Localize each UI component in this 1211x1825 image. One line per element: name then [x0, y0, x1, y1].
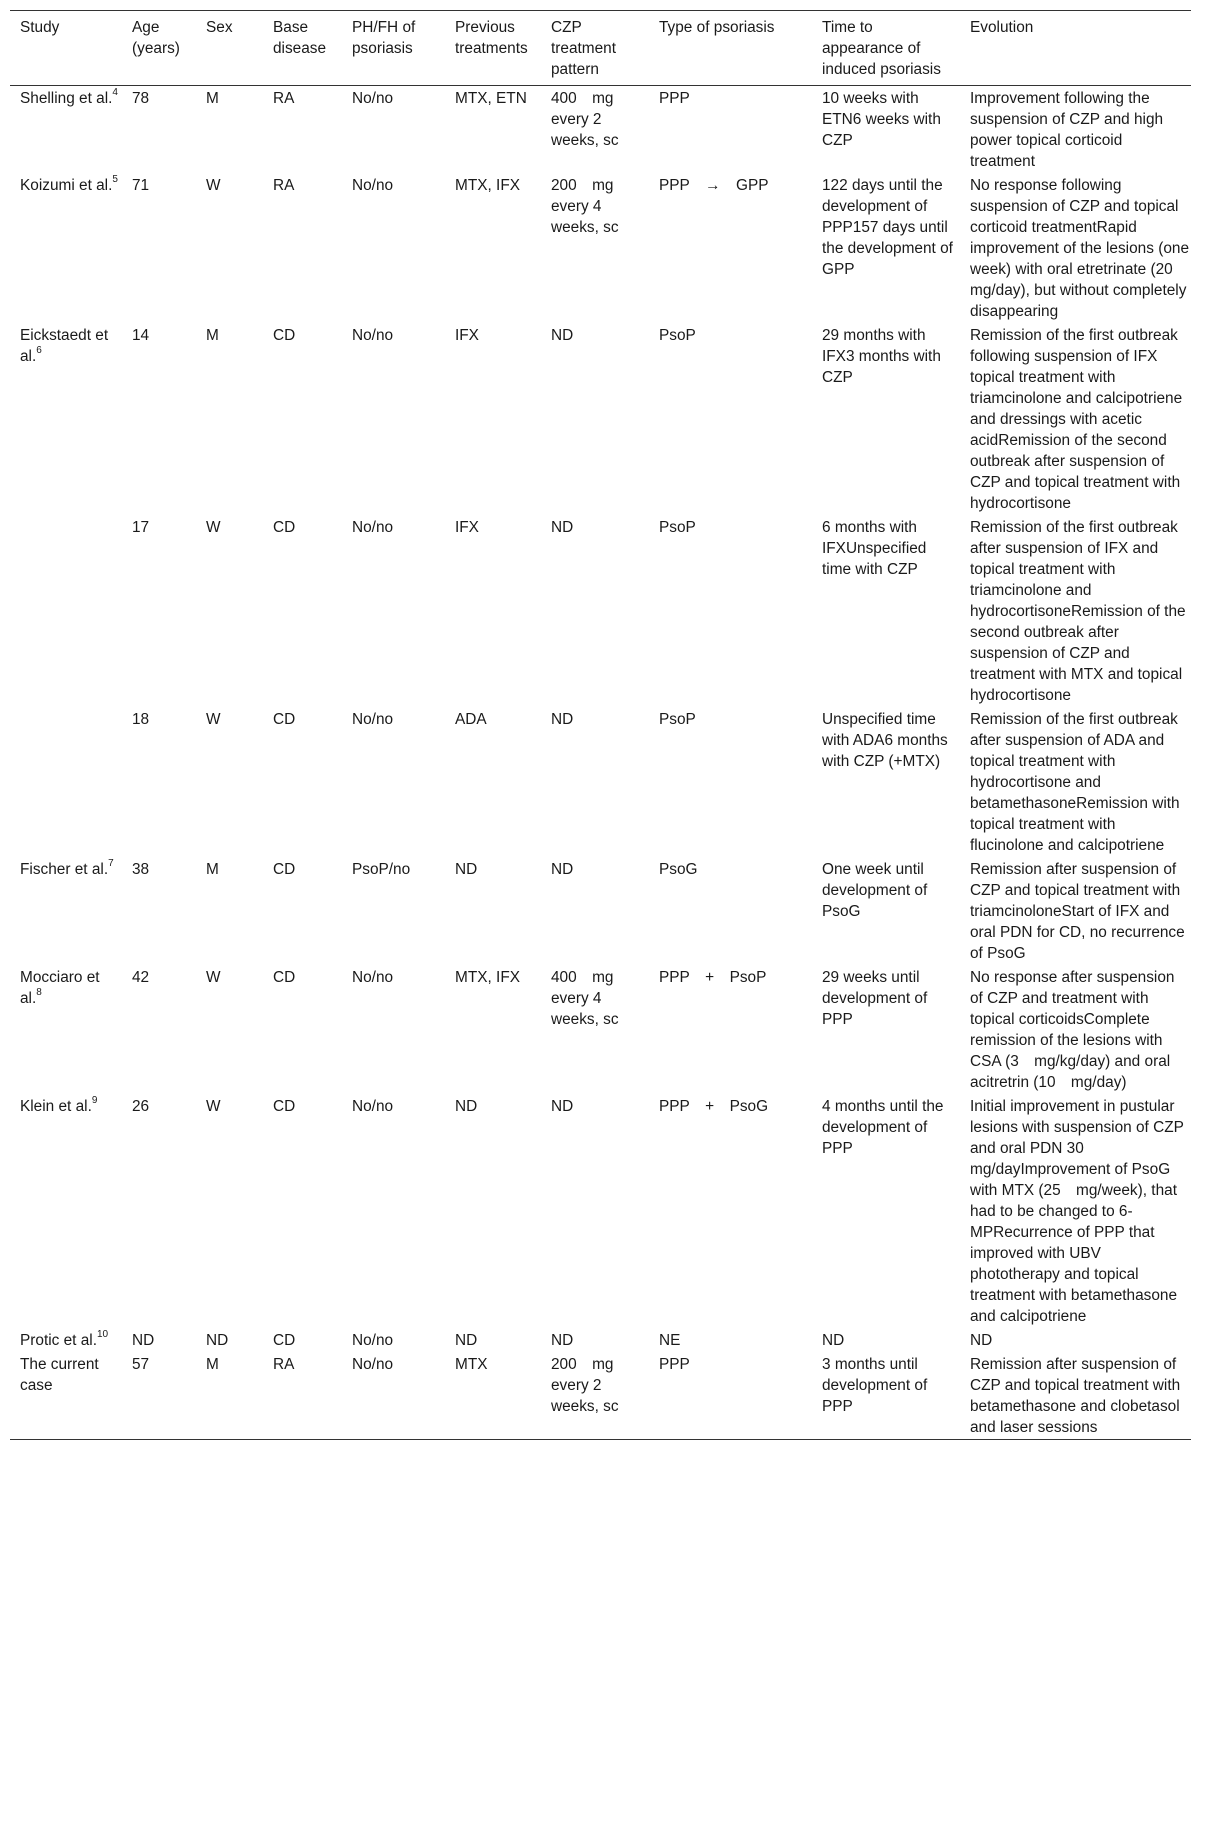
header-evolution: Evolution	[970, 19, 1034, 36]
cell-study	[10, 857, 122, 965]
cell-study	[10, 707, 122, 857]
table-row	[10, 965, 1191, 1094]
cell-study	[10, 1328, 122, 1352]
cell-psoriasis-type-text: PPP	[659, 1356, 690, 1373]
cell-previous-treatments-text: IFX	[455, 327, 479, 344]
cell-age-text: 26	[132, 1098, 150, 1115]
cell-ph-fh	[342, 965, 445, 1094]
cell-evolution-text: Remission after suspension of CZP and topical treatment with betamethasone and clobetasol and laser sessions	[970, 1356, 1181, 1436]
cell-age	[122, 323, 196, 515]
cell-previous-treatments	[445, 1328, 541, 1352]
cell-psoriasis-type	[649, 707, 812, 857]
cell-czp-pattern	[541, 965, 649, 1094]
cell-study	[10, 173, 122, 323]
cell-study	[10, 1094, 122, 1328]
cell-psoriasis-type	[649, 1352, 812, 1440]
cell-psoriasis-type-text: PsoP	[659, 327, 696, 344]
cell-time-to-appearance-text: ND	[822, 1332, 845, 1349]
cell-age-text: 17	[132, 519, 150, 536]
cell-time-to-appearance-text: 29 weeks until development of PPP	[822, 969, 928, 1028]
cell-time-to-appearance-text: 4 months until the development of PPP	[822, 1098, 944, 1157]
cell-previous-treatments-text: ND	[455, 1098, 478, 1115]
cell-time-to-appearance	[812, 1352, 960, 1440]
table-row	[10, 86, 1191, 174]
cell-psoriasis-type	[649, 515, 812, 707]
cell-ph-fh-text: No/no	[352, 1332, 394, 1349]
cell-age	[122, 86, 196, 174]
cell-previous-treatments	[445, 323, 541, 515]
cell-study-text: Fischer et al.	[20, 861, 109, 878]
cell-previous-treatments-text: ND	[455, 1332, 478, 1349]
cell-time-to-appearance	[812, 1328, 960, 1352]
cell-time-to-appearance-text: 122 days until the development of PPP157 days until the development of GPP	[822, 177, 953, 278]
cell-ph-fh	[342, 707, 445, 857]
cell-time-to-appearance	[812, 857, 960, 965]
cell-evolution-text: ND	[970, 1332, 993, 1349]
table-row	[10, 857, 1191, 965]
cell-base-disease-text: RA	[273, 90, 295, 107]
cell-evolution	[960, 707, 1191, 857]
cell-psoriasis-type	[649, 1094, 812, 1328]
cell-czp-pattern	[541, 1094, 649, 1328]
cell-psoriasis-type	[649, 323, 812, 515]
cell-previous-treatments	[445, 173, 541, 323]
cell-time-to-appearance	[812, 965, 960, 1094]
reference-number: 10	[96, 1328, 109, 1340]
cell-previous-treatments-text: MTX	[455, 1356, 488, 1373]
cell-study	[10, 965, 122, 1094]
cell-study-text: Klein et al.	[20, 1098, 92, 1115]
cell-czp-pattern	[541, 86, 649, 174]
cell-psoriasis-type-text: NE	[659, 1332, 681, 1349]
cell-previous-treatments	[445, 857, 541, 965]
cell-sex-text: W	[206, 177, 221, 194]
cell-base-disease-text: CD	[273, 327, 296, 344]
cell-age	[122, 965, 196, 1094]
cell-psoriasis-type	[649, 1328, 812, 1352]
cell-previous-treatments	[445, 965, 541, 1094]
cell-psoriasis-type	[649, 86, 812, 174]
cell-base-disease-text: RA	[273, 1356, 295, 1373]
header-study: Study	[20, 19, 60, 36]
cell-age	[122, 1094, 196, 1328]
cell-czp-pattern-text: 200 mg every 2 weeks, sc	[551, 1356, 619, 1415]
cell-ph-fh-text: No/no	[352, 177, 394, 194]
cell-czp-pattern-text: ND	[551, 1332, 574, 1349]
cell-base-disease	[263, 707, 342, 857]
reference-number: 7	[108, 857, 114, 869]
cell-czp-pattern	[541, 323, 649, 515]
cell-base-disease	[263, 857, 342, 965]
cell-czp-pattern	[541, 1352, 649, 1440]
cell-psoriasis-type	[649, 173, 812, 323]
reference-number: 9	[91, 1094, 98, 1106]
cell-sex	[196, 515, 263, 707]
cell-ph-fh	[342, 86, 445, 174]
cell-czp-pattern	[541, 707, 649, 857]
cell-sex-text: W	[206, 519, 221, 536]
cell-evolution	[960, 1352, 1191, 1440]
cell-sex-text: M	[206, 861, 219, 878]
cell-evolution	[960, 1094, 1191, 1328]
cell-evolution-text: No response following suspension of CZP and topical corticoid treatmentRapid improvement of the lesions (one week) with oral etretrinate (20 mg/day), but without completely disappearing	[970, 177, 1190, 320]
cell-sex	[196, 857, 263, 965]
cell-sex	[196, 1328, 263, 1352]
cell-evolution	[960, 86, 1191, 174]
cell-age	[122, 857, 196, 965]
cell-previous-treatments	[445, 707, 541, 857]
cell-sex-text: M	[206, 90, 219, 107]
cell-time-to-appearance-text: 6 months with IFXUnspecified time with CZP	[822, 519, 927, 578]
cell-sex-text: W	[206, 1098, 221, 1115]
cell-previous-treatments	[445, 1352, 541, 1440]
cell-age	[122, 707, 196, 857]
cell-age	[122, 515, 196, 707]
cell-base-disease	[263, 1352, 342, 1440]
header-base-disease: Base disease	[273, 19, 327, 57]
cell-age-text: 38	[132, 861, 150, 878]
cell-sex-text: M	[206, 327, 219, 344]
cell-ph-fh-text: No/no	[352, 90, 394, 107]
cell-evolution-text: Improvement following the suspension of CZP and high power topical corticoid treatment	[970, 90, 1164, 170]
cell-evolution	[960, 857, 1191, 965]
header-psoriasis-type: Type of psoriasis	[659, 19, 775, 36]
cell-base-disease	[263, 1094, 342, 1328]
cell-base-disease-text: CD	[273, 969, 296, 986]
cell-previous-treatments-text: MTX, IFX	[455, 177, 520, 194]
cell-ph-fh	[342, 1352, 445, 1440]
cell-czp-pattern	[541, 515, 649, 707]
cell-study-text: Eickstaedt et al.	[20, 327, 109, 365]
cell-psoriasis-type-text: PsoG	[659, 861, 698, 878]
cell-study	[10, 515, 122, 707]
cell-evolution-text: Remission of the first outbreak after suspension of IFX and topical treatment with triamcinolone and hydrocortisoneRemission of the second outbreak after suspension of CZP and treatment with MTX and topical hydrocortisone	[970, 519, 1186, 704]
cell-age-text: 18	[132, 711, 150, 728]
cell-time-to-appearance-text: 10 weeks with ETN6 weeks with CZP	[822, 90, 941, 149]
cell-base-disease-text: CD	[273, 1098, 296, 1115]
cell-ph-fh	[342, 323, 445, 515]
reference-number: 8	[36, 986, 42, 998]
cell-ph-fh-text: No/no	[352, 969, 394, 986]
cell-age-text: ND	[132, 1332, 155, 1349]
cell-ph-fh-text: No/no	[352, 519, 394, 536]
cell-czp-pattern	[541, 1328, 649, 1352]
cell-czp-pattern-text: 400 mg every 4 weeks, sc	[551, 969, 619, 1028]
cell-base-disease	[263, 323, 342, 515]
cell-sex-text: W	[206, 969, 221, 986]
cell-czp-pattern	[541, 857, 649, 965]
table-row	[10, 1094, 1191, 1328]
cell-evolution-text: No response after suspension of CZP and treatment with topical corticoidsComplete remission of the lesions with CSA (3 mg/kg/day) and oral acitretrin (10 mg/day)	[970, 969, 1175, 1091]
table-body	[10, 86, 1191, 1440]
cell-age	[122, 1328, 196, 1352]
cell-age-text: 57	[132, 1356, 150, 1373]
cell-psoriasis-type-text: PPP + PsoP	[659, 969, 767, 986]
cell-time-to-appearance	[812, 323, 960, 515]
cell-study-text: Shelling et al.	[20, 90, 113, 107]
header-age: Age (years)	[132, 19, 180, 57]
cell-ph-fh	[342, 1094, 445, 1328]
cell-evolution-text: Initial improvement in pustular lesions with suspension of CZP and oral PDN 30 mg/dayImprovement of PsoG with MTX (25 mg/week), that had to be changed to 6-MPRecurrence of PPP that improved with UBV phototherapy and topical treatment with betamethasone and calcipotriene	[970, 1098, 1184, 1325]
header-row	[10, 11, 1191, 86]
cell-base-disease-text: CD	[273, 1332, 296, 1349]
cell-time-to-appearance	[812, 86, 960, 174]
reference-number: 6	[36, 344, 42, 356]
cell-base-disease	[263, 965, 342, 1094]
cell-evolution-text: Remission after suspension of CZP and topical treatment with triamcinoloneStart of IFX and oral PDN for CD, no recurrence of PsoG	[970, 861, 1185, 962]
cell-time-to-appearance	[812, 515, 960, 707]
cell-ph-fh	[342, 857, 445, 965]
cell-ph-fh-text: No/no	[352, 327, 394, 344]
cell-study	[10, 1352, 122, 1440]
cell-ph-fh	[342, 173, 445, 323]
table-row	[10, 173, 1191, 323]
cell-czp-pattern-text: 200 mg every 4 weeks, sc	[551, 177, 619, 236]
cell-psoriasis-type-text: PsoP	[659, 711, 696, 728]
cell-evolution	[960, 173, 1191, 323]
cell-sex	[196, 323, 263, 515]
cell-study	[10, 323, 122, 515]
table-row	[10, 323, 1191, 515]
cell-base-disease-text: RA	[273, 177, 295, 194]
cell-previous-treatments-text: MTX, IFX	[455, 969, 520, 986]
cell-previous-treatments-text: MTX, ETN	[455, 90, 527, 107]
cell-evolution	[960, 515, 1191, 707]
cell-time-to-appearance-text: 29 months with IFX3 months with CZP	[822, 327, 941, 386]
cell-czp-pattern-text: ND	[551, 711, 574, 728]
cell-czp-pattern	[541, 173, 649, 323]
cell-evolution	[960, 965, 1191, 1094]
cell-czp-pattern-text: ND	[551, 519, 574, 536]
cell-previous-treatments	[445, 515, 541, 707]
cell-time-to-appearance	[812, 1094, 960, 1328]
reference-number: 5	[112, 173, 118, 185]
table-row	[10, 515, 1191, 707]
cell-sex	[196, 1094, 263, 1328]
cell-base-disease-text: CD	[273, 711, 296, 728]
cell-sex-text: W	[206, 711, 221, 728]
cell-study-text: The current case	[20, 1356, 99, 1394]
cell-ph-fh	[342, 1328, 445, 1352]
table-container	[10, 10, 1191, 1440]
cell-age-text: 78	[132, 90, 150, 107]
cell-time-to-appearance	[812, 173, 960, 323]
cell-time-to-appearance	[812, 707, 960, 857]
cell-study-text: Koizumi et al.	[20, 177, 113, 194]
cell-time-to-appearance-text: Unspecified time with ADA6 months with CZP (+MTX)	[822, 711, 948, 770]
cell-previous-treatments	[445, 1094, 541, 1328]
header-time-to-appearance: Time to appearance of induced psoriasis	[822, 19, 941, 78]
cell-psoriasis-type	[649, 965, 812, 1094]
cell-evolution-text: Remission of the first outbreak following suspension of IFX topical treatment with triamcinolone and calcipotriene and dressings with acetic acidRemission of the second outbreak after suspension of CZP and topical treatment with hydrocortisone	[970, 327, 1183, 512]
psoriasis-cases-table	[10, 10, 1191, 1440]
table-row	[10, 1328, 1191, 1352]
cell-base-disease-text: CD	[273, 861, 296, 878]
cell-age-text: 14	[132, 327, 150, 344]
header-ph-fh: PH/FH of psoriasis	[352, 19, 416, 57]
cell-age-text: 71	[132, 177, 150, 194]
cell-base-disease	[263, 173, 342, 323]
table-row	[10, 707, 1191, 857]
cell-sex	[196, 965, 263, 1094]
cell-czp-pattern-text: ND	[551, 327, 574, 344]
cell-study	[10, 86, 122, 174]
cell-base-disease	[263, 515, 342, 707]
cell-base-disease	[263, 1328, 342, 1352]
cell-sex-text: M	[206, 1356, 219, 1373]
cell-ph-fh	[342, 515, 445, 707]
cell-previous-treatments	[445, 86, 541, 174]
cell-age	[122, 173, 196, 323]
header-sex: Sex	[206, 19, 233, 36]
cell-sex	[196, 707, 263, 857]
cell-czp-pattern-text: ND	[551, 1098, 574, 1115]
reference-number: 4	[112, 86, 118, 98]
cell-evolution	[960, 323, 1191, 515]
cell-czp-pattern-text: ND	[551, 861, 574, 878]
cell-previous-treatments-text: ADA	[455, 711, 487, 728]
cell-ph-fh-text: No/no	[352, 1356, 394, 1373]
cell-sex	[196, 1352, 263, 1440]
cell-evolution	[960, 1328, 1191, 1352]
cell-psoriasis-type-text: PPP + PsoG	[659, 1098, 769, 1115]
cell-time-to-appearance-text: One week until development of PsoG	[822, 861, 928, 920]
cell-sex	[196, 173, 263, 323]
cell-time-to-appearance-text: 3 months until development of PPP	[822, 1356, 928, 1415]
cell-previous-treatments-text: IFX	[455, 519, 479, 536]
table-row	[10, 1352, 1191, 1440]
cell-base-disease	[263, 86, 342, 174]
cell-psoriasis-type-text: PPP	[659, 90, 690, 107]
header-czp-pattern: CZP treatment pattern	[551, 19, 617, 78]
cell-base-disease-text: CD	[273, 519, 296, 536]
cell-ph-fh-text: No/no	[352, 1098, 394, 1115]
cell-psoriasis-type	[649, 857, 812, 965]
cell-psoriasis-type-text: PPP → GPP	[659, 177, 769, 194]
header-previous-treatments: Previous treatments	[455, 19, 528, 57]
cell-sex	[196, 86, 263, 174]
cell-previous-treatments-text: ND	[455, 861, 478, 878]
cell-ph-fh-text: PsoP/no	[352, 861, 411, 878]
cell-study-text: Protic et al.	[20, 1332, 97, 1349]
cell-sex-text: ND	[206, 1332, 229, 1349]
cell-czp-pattern-text: 400 mg every 2 weeks, sc	[551, 90, 619, 149]
cell-age-text: 42	[132, 969, 150, 986]
cell-age	[122, 1352, 196, 1440]
cell-evolution-text: Remission of the first outbreak after suspension of ADA and topical treatment with hydrocortisone and betamethasoneRemission with topical treatment with flucinolone and calcipotriene	[970, 711, 1180, 854]
cell-study-text: Mocciaro et al.	[20, 969, 100, 1007]
cell-psoriasis-type-text: PsoP	[659, 519, 696, 536]
cell-ph-fh-text: No/no	[352, 711, 394, 728]
